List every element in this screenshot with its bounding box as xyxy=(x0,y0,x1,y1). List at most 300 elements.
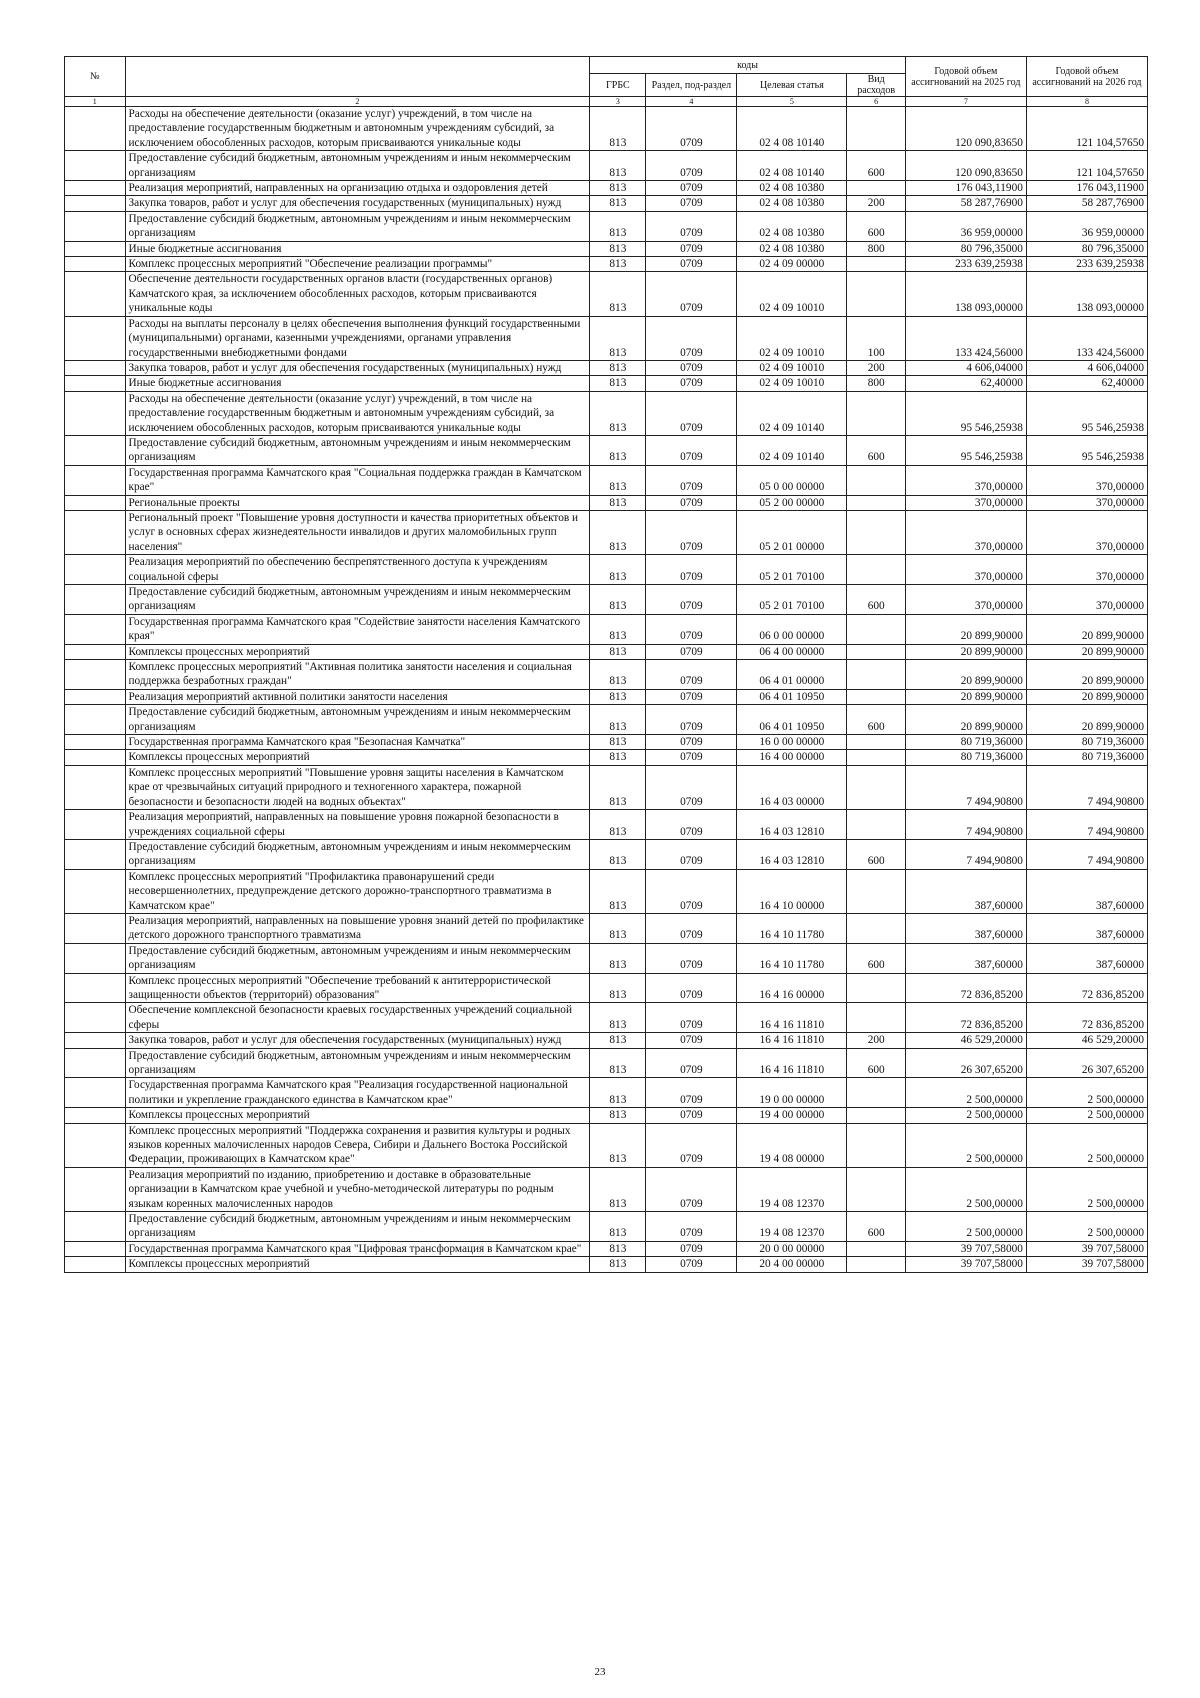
row-exptype: 200 xyxy=(847,360,905,375)
row-name: Региональные проекты xyxy=(125,495,590,510)
row-target: 16 0 00 00000 xyxy=(737,735,847,750)
row-amount-2026: 176 043,11900 xyxy=(1026,181,1147,196)
row-amount-2025: 7 494,90800 xyxy=(905,810,1026,840)
row-grbs: 813 xyxy=(590,644,646,659)
row-amount-2026: 387,60000 xyxy=(1026,943,1147,973)
row-exptype xyxy=(847,107,905,151)
row-exptype xyxy=(847,495,905,510)
row-section: 0709 xyxy=(646,1108,737,1123)
table-row xyxy=(65,644,1148,659)
row-amount-2026: 233 639,25938 xyxy=(1026,257,1147,272)
row-number xyxy=(65,943,126,973)
header-section: Раздел, под-раздел xyxy=(646,74,737,97)
row-grbs: 813 xyxy=(590,272,646,316)
row-grbs: 813 xyxy=(590,241,646,256)
row-amount-2026: 58 287,76900 xyxy=(1026,196,1147,211)
row-number xyxy=(65,1078,126,1108)
row-exptype: 800 xyxy=(847,376,905,391)
row-section: 0709 xyxy=(646,644,737,659)
row-amount-2026: 95 546,25938 xyxy=(1026,391,1147,435)
row-name: Иные бюджетные ассигнования xyxy=(125,241,590,256)
row-section: 0709 xyxy=(646,765,737,809)
table-row xyxy=(65,241,1148,256)
row-target: 02 4 08 10140 xyxy=(737,151,847,181)
row-amount-2025: 20 899,90000 xyxy=(905,660,1026,690)
row-amount-2025: 370,00000 xyxy=(905,510,1026,554)
row-grbs: 813 xyxy=(590,1241,646,1256)
row-target: 05 0 00 00000 xyxy=(737,465,847,495)
row-grbs: 813 xyxy=(590,810,646,840)
row-section: 0709 xyxy=(646,585,737,615)
header-codes: коды xyxy=(590,57,906,74)
row-amount-2026: 2 500,00000 xyxy=(1026,1167,1147,1211)
row-target: 02 4 09 10010 xyxy=(737,360,847,375)
row-exptype xyxy=(847,810,905,840)
row-number xyxy=(65,1033,126,1048)
row-amount-2026: 80 796,35000 xyxy=(1026,241,1147,256)
row-target: 19 4 08 00000 xyxy=(737,1123,847,1167)
row-target: 16 4 00 00000 xyxy=(737,750,847,765)
row-section: 0709 xyxy=(646,376,737,391)
row-number xyxy=(65,750,126,765)
row-exptype xyxy=(847,555,905,585)
row-number xyxy=(65,151,126,181)
row-amount-2025: 387,60000 xyxy=(905,943,1026,973)
row-exptype xyxy=(847,1108,905,1123)
row-name: Государственная программа Камчатского края "Безопасная Камчатка" xyxy=(125,735,590,750)
row-name: Закупка товаров, работ и услуг для обеспечения государственных (муниципальных) нужд xyxy=(125,1033,590,1048)
header-amount-2025: Годовой объем ассигнований на 2025 год xyxy=(905,57,1026,97)
table-row xyxy=(65,435,1148,465)
row-exptype: 100 xyxy=(847,316,905,360)
row-amount-2025: 2 500,00000 xyxy=(905,1078,1026,1108)
row-number xyxy=(65,495,126,510)
row-amount-2025: 2 500,00000 xyxy=(905,1167,1026,1211)
header-exptype: Вид расходов xyxy=(847,74,905,97)
colnum-6: 6 xyxy=(847,97,905,107)
row-grbs: 813 xyxy=(590,869,646,913)
table-row xyxy=(65,1123,1148,1167)
row-grbs: 813 xyxy=(590,435,646,465)
row-grbs: 813 xyxy=(590,316,646,360)
row-section: 0709 xyxy=(646,614,737,644)
table-row xyxy=(65,1241,1148,1256)
row-section: 0709 xyxy=(646,510,737,554)
table-row xyxy=(65,943,1148,973)
table-row xyxy=(65,465,1148,495)
row-amount-2026: 370,00000 xyxy=(1026,510,1147,554)
row-grbs: 813 xyxy=(590,495,646,510)
table-row xyxy=(65,869,1148,913)
row-number xyxy=(65,465,126,495)
row-exptype: 600 xyxy=(847,1048,905,1078)
row-grbs: 813 xyxy=(590,973,646,1003)
row-exptype xyxy=(847,869,905,913)
table-row xyxy=(65,257,1148,272)
row-amount-2026: 7 494,90800 xyxy=(1026,810,1147,840)
row-section: 0709 xyxy=(646,391,737,435)
row-number xyxy=(65,660,126,690)
row-section: 0709 xyxy=(646,1078,737,1108)
row-amount-2025: 95 546,25938 xyxy=(905,435,1026,465)
table-row xyxy=(65,765,1148,809)
row-target: 20 0 00 00000 xyxy=(737,1241,847,1256)
row-exptype xyxy=(847,750,905,765)
row-amount-2026: 121 104,57650 xyxy=(1026,151,1147,181)
table-row xyxy=(65,316,1148,360)
row-section: 0709 xyxy=(646,181,737,196)
row-amount-2026: 20 899,90000 xyxy=(1026,644,1147,659)
page-number: 23 xyxy=(594,1666,606,1678)
row-name: Обеспечение комплексной безопасности краевых государственных учреждений социальной сферы xyxy=(125,1003,590,1033)
row-target: 20 4 00 00000 xyxy=(737,1257,847,1272)
row-grbs: 813 xyxy=(590,391,646,435)
row-grbs: 813 xyxy=(590,735,646,750)
row-grbs: 813 xyxy=(590,1257,646,1272)
row-section: 0709 xyxy=(646,360,737,375)
row-target: 02 4 09 10010 xyxy=(737,376,847,391)
row-grbs: 813 xyxy=(590,257,646,272)
row-exptype xyxy=(847,1257,905,1272)
row-grbs: 813 xyxy=(590,1078,646,1108)
row-name: Предоставление субсидий бюджетным, автономным учреждениям и иным некоммерческим организациям xyxy=(125,1048,590,1078)
row-section: 0709 xyxy=(646,1167,737,1211)
row-number xyxy=(65,211,126,241)
row-grbs: 813 xyxy=(590,360,646,375)
table-row xyxy=(65,272,1148,316)
table-row xyxy=(65,151,1148,181)
row-grbs: 813 xyxy=(590,151,646,181)
row-exptype: 600 xyxy=(847,211,905,241)
row-number xyxy=(65,1167,126,1211)
row-amount-2025: 20 899,90000 xyxy=(905,614,1026,644)
row-grbs: 813 xyxy=(590,1003,646,1033)
row-amount-2025: 20 899,90000 xyxy=(905,705,1026,735)
row-amount-2026: 387,60000 xyxy=(1026,913,1147,943)
row-name: Реализация мероприятий по обеспечению беспрепятственного доступа к учреждениям социальной сферы xyxy=(125,555,590,585)
table-row xyxy=(65,376,1148,391)
row-amount-2026: 72 836,85200 xyxy=(1026,973,1147,1003)
row-grbs: 813 xyxy=(590,913,646,943)
row-number xyxy=(65,810,126,840)
colnum-8: 8 xyxy=(1026,97,1147,107)
row-section: 0709 xyxy=(646,1212,737,1242)
row-name: Предоставление субсидий бюджетным, автономным учреждениям и иным некоммерческим организациям xyxy=(125,211,590,241)
row-amount-2026: 20 899,90000 xyxy=(1026,660,1147,690)
row-amount-2025: 2 500,00000 xyxy=(905,1212,1026,1242)
row-name: Государственная программа Камчатского края "Реализация государственной национальной политики и укрепление гражданского единства в Камчатском крае" xyxy=(125,1078,590,1108)
row-section: 0709 xyxy=(646,973,737,1003)
row-exptype: 600 xyxy=(847,1212,905,1242)
row-name: Предоставление субсидий бюджетным, автономным учреждениям и иным некоммерческим организациям xyxy=(125,435,590,465)
table-row xyxy=(65,1003,1148,1033)
header-name xyxy=(125,57,590,97)
row-grbs: 813 xyxy=(590,765,646,809)
row-amount-2025: 72 836,85200 xyxy=(905,1003,1026,1033)
row-name: Предоставление субсидий бюджетным, автономным учреждениям и иным некоммерческим организациям xyxy=(125,705,590,735)
row-amount-2026: 95 546,25938 xyxy=(1026,435,1147,465)
table-row xyxy=(65,660,1148,690)
budget-page xyxy=(64,56,1148,1273)
row-amount-2025: 370,00000 xyxy=(905,585,1026,615)
row-target: 16 4 10 11780 xyxy=(737,913,847,943)
row-amount-2025: 133 424,56000 xyxy=(905,316,1026,360)
row-section: 0709 xyxy=(646,943,737,973)
row-target: 19 4 00 00000 xyxy=(737,1108,847,1123)
row-amount-2025: 7 494,90800 xyxy=(905,765,1026,809)
row-grbs: 813 xyxy=(590,1033,646,1048)
row-target: 06 4 01 10950 xyxy=(737,689,847,704)
row-exptype xyxy=(847,510,905,554)
row-grbs: 813 xyxy=(590,1212,646,1242)
row-amount-2025: 176 043,11900 xyxy=(905,181,1026,196)
row-target: 19 4 08 12370 xyxy=(737,1167,847,1211)
row-target: 02 4 09 10010 xyxy=(737,272,847,316)
row-section: 0709 xyxy=(646,495,737,510)
row-amount-2025: 36 959,00000 xyxy=(905,211,1026,241)
row-name: Реализация мероприятий, направленных на организацию отдыха и оздоровления детей xyxy=(125,181,590,196)
row-name: Государственная программа Камчатского края "Социальная поддержка граждан в Камчатском крае" xyxy=(125,465,590,495)
row-exptype: 600 xyxy=(847,435,905,465)
row-amount-2025: 95 546,25938 xyxy=(905,391,1026,435)
row-number xyxy=(65,257,126,272)
row-exptype xyxy=(847,391,905,435)
row-exptype: 200 xyxy=(847,196,905,211)
header-target: Целевая статья xyxy=(737,74,847,97)
row-amount-2025: 387,60000 xyxy=(905,913,1026,943)
table-row xyxy=(65,1257,1148,1272)
row-amount-2026: 80 719,36000 xyxy=(1026,735,1147,750)
row-exptype xyxy=(847,1003,905,1033)
row-target: 16 4 16 11810 xyxy=(737,1033,847,1048)
row-grbs: 813 xyxy=(590,107,646,151)
row-target: 16 4 10 11780 xyxy=(737,943,847,973)
row-grbs: 813 xyxy=(590,465,646,495)
row-amount-2026: 20 899,90000 xyxy=(1026,614,1147,644)
row-name: Предоставление субсидий бюджетным, автономным учреждениям и иным некоммерческим организациям xyxy=(125,151,590,181)
header-num: № xyxy=(65,57,126,97)
table-row xyxy=(65,913,1148,943)
row-amount-2026: 370,00000 xyxy=(1026,465,1147,495)
row-target: 02 4 09 10010 xyxy=(737,316,847,360)
table-row xyxy=(65,614,1148,644)
table-row xyxy=(65,391,1148,435)
colnum-2: 2 xyxy=(125,97,590,107)
row-amount-2025: 2 500,00000 xyxy=(905,1108,1026,1123)
row-target: 16 4 16 00000 xyxy=(737,973,847,1003)
row-name: Государственная программа Камчатского края "Содействие занятости населения Камчатского края" xyxy=(125,614,590,644)
row-number xyxy=(65,644,126,659)
row-amount-2025: 62,40000 xyxy=(905,376,1026,391)
row-number xyxy=(65,765,126,809)
row-exptype xyxy=(847,272,905,316)
row-exptype xyxy=(847,973,905,1003)
table-row xyxy=(65,750,1148,765)
table-row xyxy=(65,495,1148,510)
table-row xyxy=(65,689,1148,704)
row-target: 05 2 00 00000 xyxy=(737,495,847,510)
row-number xyxy=(65,181,126,196)
row-section: 0709 xyxy=(646,1241,737,1256)
row-amount-2026: 62,40000 xyxy=(1026,376,1147,391)
row-amount-2026: 2 500,00000 xyxy=(1026,1078,1147,1108)
row-amount-2025: 46 529,20000 xyxy=(905,1033,1026,1048)
row-grbs: 813 xyxy=(590,376,646,391)
row-section: 0709 xyxy=(646,272,737,316)
row-target: 06 4 01 10950 xyxy=(737,705,847,735)
row-exptype xyxy=(847,644,905,659)
colnum-5: 5 xyxy=(737,97,847,107)
row-amount-2025: 39 707,58000 xyxy=(905,1257,1026,1272)
row-section: 0709 xyxy=(646,211,737,241)
row-target: 16 4 03 12810 xyxy=(737,839,847,869)
row-exptype: 600 xyxy=(847,585,905,615)
row-name: Обеспечение деятельности государственных органов власти (государственных органов) Камчатского края, за исключением обособленных расходов, которым присваиваются уникальные коды xyxy=(125,272,590,316)
row-grbs: 813 xyxy=(590,750,646,765)
colnum-7: 7 xyxy=(905,97,1026,107)
row-exptype xyxy=(847,181,905,196)
row-amount-2026: 121 104,57650 xyxy=(1026,107,1147,151)
row-grbs: 813 xyxy=(590,211,646,241)
table-row xyxy=(65,1167,1148,1211)
row-number xyxy=(65,735,126,750)
row-exptype xyxy=(847,614,905,644)
row-amount-2026: 370,00000 xyxy=(1026,495,1147,510)
row-section: 0709 xyxy=(646,316,737,360)
colnum-4: 4 xyxy=(646,97,737,107)
table-row xyxy=(65,181,1148,196)
row-exptype xyxy=(847,1123,905,1167)
row-exptype: 600 xyxy=(847,943,905,973)
row-amount-2026: 370,00000 xyxy=(1026,555,1147,585)
row-section: 0709 xyxy=(646,660,737,690)
row-name: Комплексы процессных мероприятий xyxy=(125,644,590,659)
row-target: 06 4 00 00000 xyxy=(737,644,847,659)
row-amount-2026: 2 500,00000 xyxy=(1026,1123,1147,1167)
row-amount-2025: 20 899,90000 xyxy=(905,644,1026,659)
row-section: 0709 xyxy=(646,435,737,465)
row-target: 19 4 08 12370 xyxy=(737,1212,847,1242)
row-amount-2026: 138 093,00000 xyxy=(1026,272,1147,316)
row-name: Предоставление субсидий бюджетным, автономным учреждениям и иным некоммерческим организациям xyxy=(125,585,590,615)
row-section: 0709 xyxy=(646,465,737,495)
table-row xyxy=(65,510,1148,554)
row-target: 02 4 08 10380 xyxy=(737,181,847,196)
row-name: Комплекс процессных мероприятий "Профилактика правонарушений среди несовершеннолетних, предупреждение детского дорожно-транспортного травматизма в Камчатском крае" xyxy=(125,869,590,913)
row-target: 05 2 01 00000 xyxy=(737,510,847,554)
row-grbs: 813 xyxy=(590,1167,646,1211)
row-amount-2025: 80 796,35000 xyxy=(905,241,1026,256)
row-number xyxy=(65,869,126,913)
row-number xyxy=(65,1003,126,1033)
row-amount-2026: 7 494,90800 xyxy=(1026,765,1147,809)
row-amount-2025: 72 836,85200 xyxy=(905,973,1026,1003)
row-target: 19 0 00 00000 xyxy=(737,1078,847,1108)
row-target: 02 4 09 10140 xyxy=(737,435,847,465)
row-exptype: 200 xyxy=(847,1033,905,1048)
row-number xyxy=(65,973,126,1003)
row-exptype xyxy=(847,735,905,750)
row-amount-2025: 4 606,04000 xyxy=(905,360,1026,375)
row-number xyxy=(65,316,126,360)
row-number xyxy=(65,1123,126,1167)
row-name: Государственная программа Камчатского края "Цифровая трансформация в Камчатском крае" xyxy=(125,1241,590,1256)
row-amount-2026: 20 899,90000 xyxy=(1026,705,1147,735)
row-number xyxy=(65,1241,126,1256)
row-exptype xyxy=(847,913,905,943)
row-section: 0709 xyxy=(646,839,737,869)
row-number xyxy=(65,272,126,316)
colnum-1: 1 xyxy=(65,97,126,107)
row-target: 16 4 03 12810 xyxy=(737,810,847,840)
row-amount-2025: 120 090,83650 xyxy=(905,107,1026,151)
row-amount-2026: 46 529,20000 xyxy=(1026,1033,1147,1048)
row-number xyxy=(65,376,126,391)
row-grbs: 813 xyxy=(590,585,646,615)
row-number xyxy=(65,913,126,943)
row-number xyxy=(65,555,126,585)
row-name: Региональный проект "Повышение уровня доступности и качества приоритетных объектов и услуг в основных сферах жизнедеятельности инвалидов и других маломобильных групп населения" xyxy=(125,510,590,554)
row-amount-2026: 36 959,00000 xyxy=(1026,211,1147,241)
table-row xyxy=(65,973,1148,1003)
row-name: Комплекс процессных мероприятий "Поддержка сохранения и развития культуры и родных языков коренных малочисленных народов Севера, Сибири и Дальнего Востока Российской Федерации, проживающих в Камчатском крае" xyxy=(125,1123,590,1167)
budget-table xyxy=(64,56,1148,1273)
row-grbs: 813 xyxy=(590,1048,646,1078)
row-name: Предоставление субсидий бюджетным, автономным учреждениям и иным некоммерческим организациям xyxy=(125,1212,590,1242)
table-row xyxy=(65,1212,1148,1242)
row-exptype: 800 xyxy=(847,241,905,256)
row-name: Предоставление субсидий бюджетным, автономным учреждениям и иным некоммерческим организациям xyxy=(125,839,590,869)
row-number xyxy=(65,391,126,435)
row-target: 05 2 01 70100 xyxy=(737,555,847,585)
row-target: 16 4 10 00000 xyxy=(737,869,847,913)
row-target: 06 0 00 00000 xyxy=(737,614,847,644)
row-target: 16 4 16 11810 xyxy=(737,1048,847,1078)
row-amount-2025: 138 093,00000 xyxy=(905,272,1026,316)
header-amount-2026: Годовой объем ассигнований на 2026 год xyxy=(1026,57,1147,97)
row-amount-2025: 120 090,83650 xyxy=(905,151,1026,181)
row-section: 0709 xyxy=(646,913,737,943)
row-target: 16 4 16 11810 xyxy=(737,1003,847,1033)
table-body xyxy=(65,107,1148,1273)
row-exptype xyxy=(847,1241,905,1256)
row-amount-2026: 20 899,90000 xyxy=(1026,689,1147,704)
header-grbs: ГРБС xyxy=(590,74,646,97)
row-amount-2026: 4 606,04000 xyxy=(1026,360,1147,375)
row-target: 02 4 08 10380 xyxy=(737,196,847,211)
row-grbs: 813 xyxy=(590,196,646,211)
row-name: Реализация мероприятий активной политики занятости населения xyxy=(125,689,590,704)
row-number xyxy=(65,689,126,704)
row-name: Реализация мероприятий, направленных на повышение уровня пожарной безопасности в учреждениях социальной сферы xyxy=(125,810,590,840)
row-amount-2026: 387,60000 xyxy=(1026,869,1147,913)
row-grbs: 813 xyxy=(590,510,646,554)
row-target: 02 4 08 10380 xyxy=(737,211,847,241)
row-section: 0709 xyxy=(646,1003,737,1033)
row-exptype xyxy=(847,765,905,809)
table-row xyxy=(65,211,1148,241)
row-number xyxy=(65,510,126,554)
row-amount-2026: 39 707,58000 xyxy=(1026,1241,1147,1256)
row-amount-2025: 80 719,36000 xyxy=(905,750,1026,765)
row-target: 06 4 01 00000 xyxy=(737,660,847,690)
row-number xyxy=(65,1257,126,1272)
row-name: Расходы на обеспечение деятельности (оказание услуг) учреждений, в том числе на предоставление государственным бюджетным и автономным учреждениям субсидий, за исключением обособленных расходов, которым присваиваются уникальные коды xyxy=(125,391,590,435)
row-name: Комплексы процессных мероприятий xyxy=(125,750,590,765)
row-amount-2026: 7 494,90800 xyxy=(1026,839,1147,869)
row-amount-2025: 80 719,36000 xyxy=(905,735,1026,750)
row-exptype xyxy=(847,1078,905,1108)
